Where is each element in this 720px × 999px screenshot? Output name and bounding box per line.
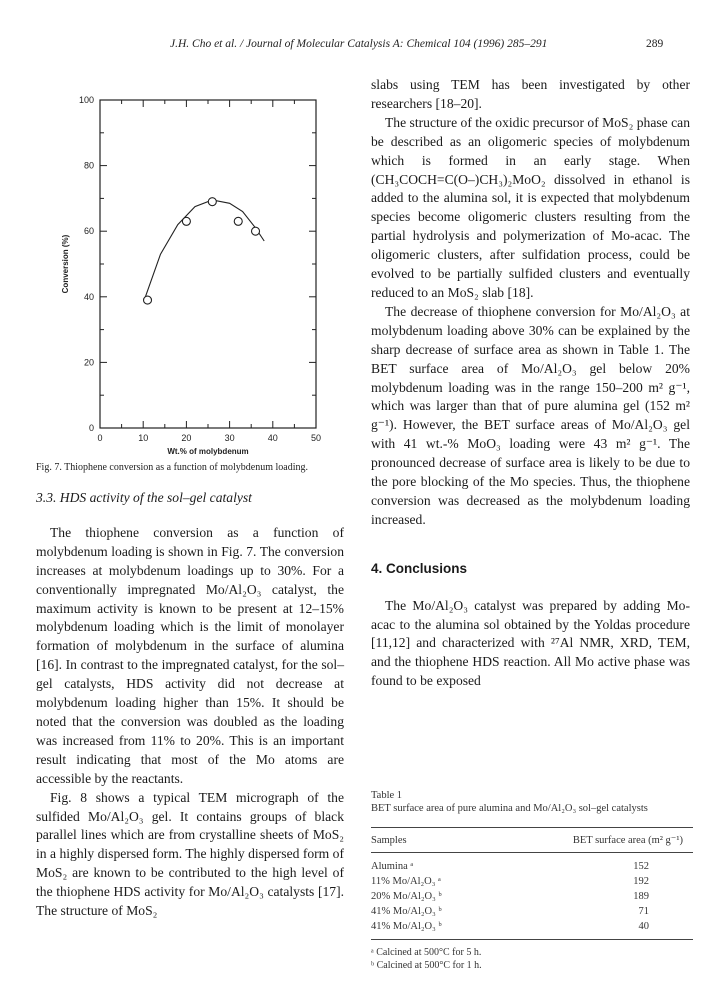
- column-header: Samples: [371, 834, 407, 846]
- data-point: [234, 217, 242, 225]
- table-row: [371, 889, 693, 904]
- page-number: 289: [646, 38, 664, 50]
- y-tick-label: 40: [83, 291, 94, 302]
- x-tick-label: 40: [267, 433, 278, 443]
- y-axis-label: Conversion (%): [61, 234, 70, 294]
- y-tick-label: 100: [78, 95, 94, 105]
- y-tick-label: 80: [83, 160, 94, 171]
- plot-frame: [100, 100, 316, 428]
- x-axis-label: Wt.% of molybdenum: [167, 447, 249, 456]
- data-point: [252, 227, 260, 235]
- table-1: [371, 789, 693, 972]
- footnote: ᵇ Calcined at 500°C for 1 h.: [371, 960, 482, 971]
- y-tick-label: 60: [83, 226, 94, 237]
- section-heading: 4. Conclusions: [371, 560, 468, 576]
- bet-table: [371, 827, 693, 940]
- right-column: [371, 76, 690, 691]
- data-point: [144, 296, 152, 304]
- table-cell: Alumina ᵃ: [371, 861, 414, 872]
- table-cell: 20% Mo/Al₂O₃ ᵇ: [371, 891, 442, 902]
- table-row: [371, 853, 693, 875]
- footnote: ᵃ Calcined at 500°C for 5 h.: [371, 947, 482, 958]
- paragraph: The Mo/Al₂O₃ catalyst was prepared by adding Mo-acac to the alumina sol obtained by the Yoldas procedure [11,12] and characterized with ²⁷Al NMR, XRD, TEM, and the thiophene HDS reaction. All Mo active phase was found to be exposed: [371, 597, 690, 689]
- figure-caption: Fig. 7. Thiophene conversion as a function of molybdenum loading.: [36, 462, 308, 473]
- table-cell: 40: [638, 921, 649, 932]
- y-tick-label: 0: [88, 423, 94, 433]
- x-tick-label: 30: [224, 433, 235, 443]
- data-point: [182, 217, 190, 225]
- column-header: BET surface area (m² g⁻¹): [572, 835, 683, 846]
- table-row: [371, 919, 693, 940]
- table-cell: 41% Mo/Al₂O₃ ᵇ: [371, 906, 442, 917]
- y-tick-label: 20: [83, 357, 94, 368]
- table-cell: 71: [638, 906, 649, 917]
- table-footnotes: [371, 946, 693, 972]
- x-tick-label: 50: [310, 433, 322, 443]
- table-cell: 189: [633, 891, 649, 902]
- table-row: [371, 874, 693, 889]
- running-head: J.H. Cho et al. / Journal of Molecular Catalysis A: Chemical 104 (1996) 285–291: [170, 38, 548, 50]
- x-tick-label: 20: [181, 433, 192, 443]
- table-row: [371, 904, 693, 919]
- figure-7: [30, 90, 360, 470]
- table-cell: 41% Mo/Al₂O₃ ᵇ: [371, 921, 442, 932]
- table-cell: 192: [633, 876, 649, 887]
- table-cell: 152: [633, 861, 649, 872]
- x-tick-label: 0: [97, 433, 103, 443]
- paragraph: slabs using TEM has been investigated by other researchers [18–20].: [371, 77, 690, 111]
- data-point: [208, 198, 216, 206]
- fit-curve: [145, 200, 264, 297]
- table-header-row: [371, 828, 693, 853]
- x-tick-label: 10: [138, 433, 149, 443]
- table-title: Table 1: [371, 790, 403, 801]
- subsection-heading: 3.3. HDS activity of the sol–gel catalyst: [36, 490, 252, 505]
- paragraph: The structure of the oxidic precursor of MoS₂ phase can be described as an oligomeric species of molybdenum which is formed in an early stage. When (CH₃COCH=C(O–)CH₃)₂MoO₂ dissolved in ethanol is added to the alumina sol, it is expected that molybdenum species become oligomeric clusters resulting from the partial hydrolysis and polymerization of Mo-acac. The oligomeric clusters, after sulfidation process, could be evolved to be partially sulfided clusters and eventually reduced to an MoS₂ slab [18].: [371, 114, 690, 300]
- paragraph: The decrease of thiophene conversion for Mo/Al₂O₃ at molybdenum loading above 30% can be explained by the sharp decrease of surface area as shown in Table 1. The BET surface area of Mo/Al₂O₃ gel below 20% molybdenum loading was in the range 150–200 m² g⁻¹, which was larger than that of pure alumina gel (152 m² g⁻¹). However, the BET surface areas of Mo/Al₂O₃ gel with 41 wt.-% MoO₃ loading were 43 m² g⁻¹. The pronounced decrease of surface area is likely to be due to the pore blocking of the Mo species. Thus, the thiophene conversion was decreased as the molybdenum loading increased.: [371, 303, 690, 527]
- paragraph: The thiophene conversion as a function of molybdenum loading is shown in Fig. 7. The conversion increases at molybdenum loadings up to 30%. For a conventionally impregnated Mo/Al₂O₃ catalyst, the maximum activity is known to be present at 12–15% molybdenum loading which is the limit of monolayer formation of molybdenum in the surface of alumina [16]. In contrast to the impregnated catalyst, for the sol–gel catalysts, HDS activity did not decrease at molybdenum loading higher than 15%. It should be noted that the conversion was doubled as the loading was increased from 11% to 20%. This is an important result indicating that most of the Mo atoms are accessible by the reactants.: [36, 524, 344, 786]
- left-column: [36, 489, 344, 921]
- table-subtitle: BET surface area of pure alumina and Mo/Al₂O₃ sol–gel catalysts: [371, 803, 648, 814]
- paragraph: Fig. 8 shows a typical TEM micrograph of the sulfided Mo/Al₂O₃ gel. It contains groups of black parallel lines which are from crystalline sheets of MoS₂ in a highly dispersed form. The highly dispersed form of MoS₂ are known to be contributed to the high level of the thiophene HDS activity for Mo/Al₂O₃ catalysts [17]. The structure of MoS₂: [36, 789, 344, 919]
- conversion-chart: [30, 90, 360, 470]
- table-cell: 11% Mo/Al₂O₃ ᵃ: [371, 876, 441, 887]
